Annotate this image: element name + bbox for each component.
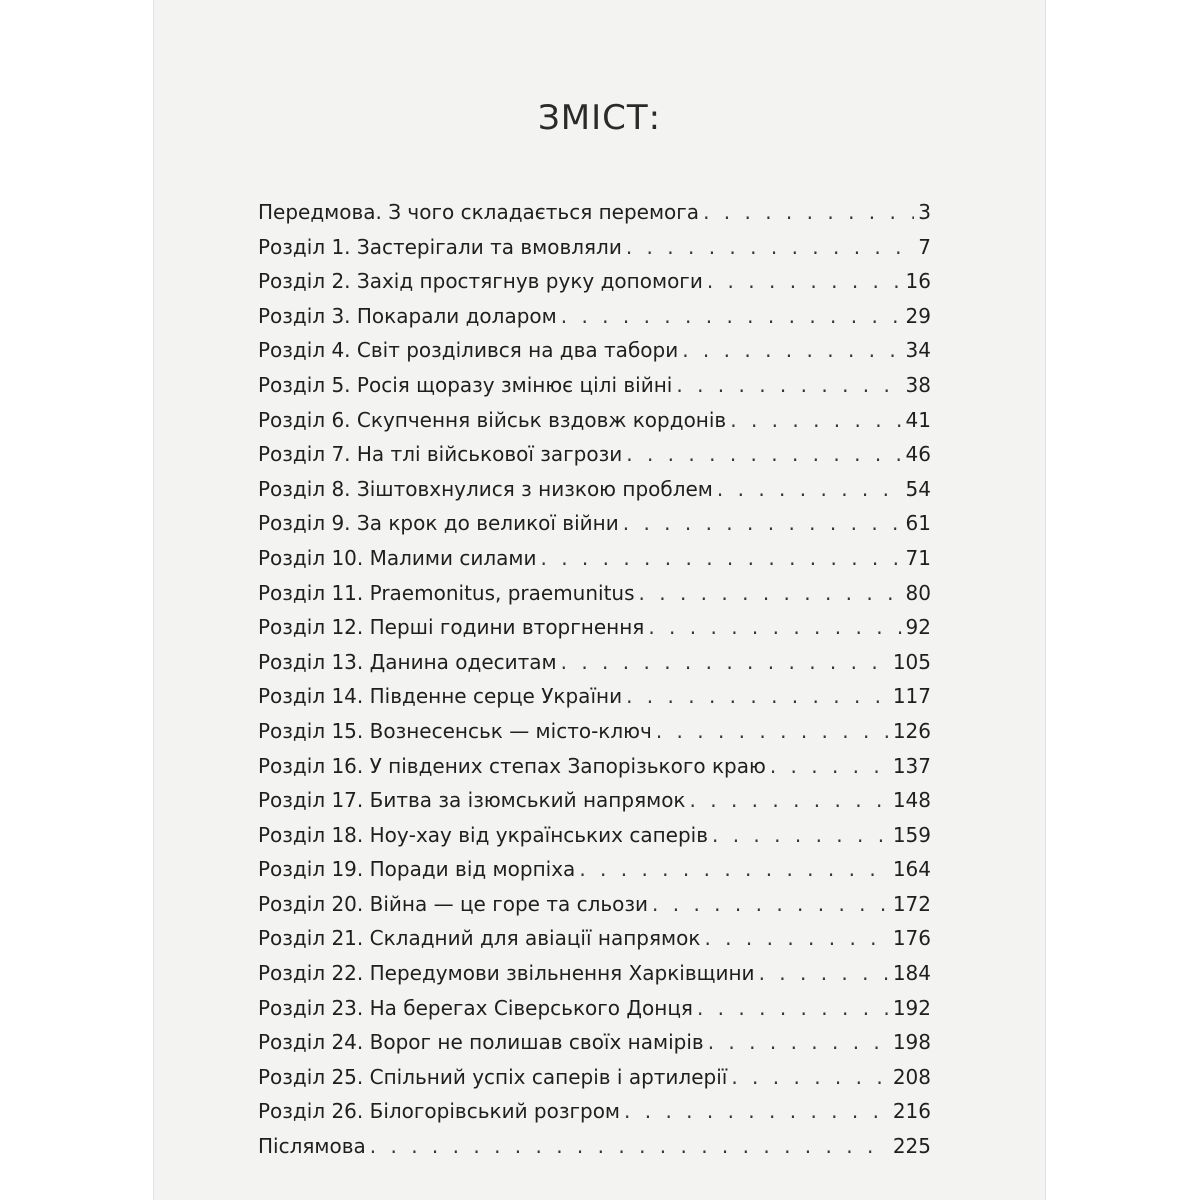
dot-leader: [676, 368, 901, 403]
toc-page-number: 80: [905, 580, 931, 605]
dot-leader: [704, 921, 888, 956]
toc-page-number: 225: [892, 1134, 931, 1159]
toc-entry-title: Розділ 8. Зіштовхнулися з низкою проблем: [258, 476, 713, 501]
dot-leader: [579, 852, 889, 887]
toc-page-number: 216: [892, 1099, 931, 1124]
toc-page-number: 117: [892, 684, 931, 709]
toc-page-number: 184: [892, 961, 931, 986]
toc-page-number: 46: [905, 442, 931, 467]
dot-leader: [656, 714, 889, 749]
toc-entry-title: Післямова: [258, 1134, 366, 1159]
toc-entry-title: Передмова. З чого складається перемога: [258, 200, 700, 224]
page-title: ЗМІСТ:: [537, 98, 662, 138]
toc-entry: [258, 195, 931, 230]
toc-entry: [258, 403, 931, 438]
toc-entry-title: Розділ 5. Росія щоразу змінює цілі війні: [258, 372, 673, 397]
dot-leader: [682, 333, 901, 368]
toc-entry: [258, 610, 931, 645]
toc-entry: [258, 264, 931, 299]
dot-leader: [652, 887, 889, 922]
toc-entry: [258, 818, 931, 853]
toc-entry-title: Розділ 26. Білогорівський розгром: [258, 1099, 621, 1124]
toc-page-number: 29: [905, 303, 931, 328]
dot-leader: [561, 645, 889, 680]
toc-page-number: 3: [918, 200, 931, 224]
toc-entry-title: Розділ 18. Ноу-хау від українських саперів: [258, 822, 708, 847]
toc-entry-title: Розділ 14. Південне серце України: [258, 684, 623, 709]
toc-entry-title: Розділ 17. Битва за ізюмський напрямок: [258, 788, 686, 813]
toc-entry-title: Розділ 20. Війна — це горе та сльози: [258, 891, 649, 916]
toc-entry: [258, 333, 931, 368]
toc-entry: [258, 1025, 931, 1060]
toc-entry-title: Розділ 13. Данина одеситам: [258, 649, 557, 674]
toc-page-number: 137: [892, 753, 931, 778]
dot-leader: [730, 403, 901, 438]
toc-entry-title: Розділ 16. У південих степах Запорізького краю: [258, 753, 766, 778]
toc-entry: [258, 576, 931, 611]
book-page: [153, 0, 1046, 1200]
toc-entry-title: Розділ 19. Поради від морпіха: [258, 857, 576, 882]
toc-entry-title: Розділ 11. Praemonitus, praemunitus: [258, 580, 635, 605]
toc-entry: [258, 714, 931, 749]
toc-page-number: 105: [892, 649, 931, 674]
toc-entry: [258, 541, 931, 576]
table-of-contents: [258, 195, 931, 1164]
toc-entry-title: Розділ 3. Покарали доларом: [258, 303, 557, 328]
dot-leader: [708, 1025, 889, 1060]
toc-page-number: 41: [905, 407, 931, 432]
dot-leader: [703, 195, 914, 230]
toc-page-number: 34: [905, 338, 931, 363]
dot-leader: [626, 437, 901, 472]
toc-entry-title: Розділ 12. Перші години вторгнення: [258, 615, 645, 640]
toc-entry-title: Розділ 15. Вознесенськ — місто-ключ: [258, 718, 652, 743]
toc-entry: [258, 1094, 931, 1129]
dot-leader: [370, 1129, 889, 1164]
dot-leader: [770, 749, 889, 784]
toc-entry-title: Розділ 4. Світ розділився на два табори: [258, 338, 679, 363]
dot-leader: [624, 1094, 889, 1129]
dot-leader: [717, 472, 902, 507]
toc-page-number: 126: [892, 718, 931, 743]
dot-leader: [561, 299, 902, 334]
toc-entry: [258, 472, 931, 507]
dot-leader: [540, 541, 901, 576]
dot-leader: [697, 991, 889, 1026]
dot-leader: [759, 956, 889, 991]
toc-page-number: 198: [892, 1030, 931, 1055]
toc-entry: [258, 1129, 931, 1164]
toc-entry-title: Розділ 1. Застерігали та вмовляли: [258, 234, 622, 259]
dot-leader: [690, 783, 889, 818]
toc-entry: [258, 299, 931, 334]
toc-entry: [258, 956, 931, 991]
toc-entry: [258, 368, 931, 403]
toc-entry-title: Розділ 22. Передумови звільнення Харківщини: [258, 961, 755, 986]
toc-page-number: 172: [892, 891, 931, 916]
toc-page-number: 176: [892, 926, 931, 951]
toc-entry: [258, 1060, 931, 1095]
dot-leader: [707, 264, 902, 299]
toc-entry-title: Розділ 23. На берегах Сіверського Донця: [258, 995, 693, 1020]
toc-entry: [258, 991, 931, 1026]
toc-entry-title: Розділ 9. За крок до великої війни: [258, 511, 619, 536]
toc-entry-title: Розділ 24. Ворог не полишав своїх намірів: [258, 1030, 704, 1055]
toc-page-number: 71: [905, 545, 931, 570]
toc-entry: [258, 679, 931, 714]
toc-entry-title: Розділ 25. Спільний успіх саперів і артилерії: [258, 1064, 728, 1089]
toc-entry-title: Розділ 6. Скупчення військ вздовж кордонів: [258, 407, 727, 432]
toc-entry: [258, 749, 931, 784]
dot-leader: [626, 230, 914, 265]
toc-entry: [258, 852, 931, 887]
dot-leader: [623, 506, 902, 541]
toc-page-number: 92: [905, 615, 931, 640]
dot-leader: [639, 576, 902, 611]
toc-entry-title: Розділ 10. Малими силами: [258, 545, 537, 570]
toc-page-number: 159: [892, 822, 931, 847]
toc-page-number: 192: [892, 995, 931, 1020]
toc-entry: [258, 921, 931, 956]
toc-page-number: 38: [905, 372, 931, 397]
toc-page-number: 148: [892, 788, 931, 813]
toc-page-number: 7: [918, 234, 931, 259]
toc-entry-title: Розділ 7. На тлі військової загрози: [258, 442, 623, 467]
dot-leader: [731, 1060, 888, 1095]
toc-entry: [258, 645, 931, 680]
toc-page-number: 208: [892, 1064, 931, 1089]
toc-page-number: 61: [905, 511, 931, 536]
toc-page-number: 54: [905, 476, 931, 501]
toc-entry: [258, 437, 931, 472]
toc-entry-title: Розділ 21. Складний для авіації напрямок: [258, 926, 701, 951]
toc-page-number: 16: [905, 269, 931, 294]
toc-entry: [258, 506, 931, 541]
toc-entry: [258, 230, 931, 265]
toc-entry: [258, 887, 931, 922]
dot-leader: [648, 610, 901, 645]
dot-leader: [712, 818, 889, 853]
toc-page-number: 164: [892, 857, 931, 882]
toc-entry-title: Розділ 2. Захід простягнув руку допомоги: [258, 269, 703, 294]
dot-leader: [626, 679, 889, 714]
toc-entry: [258, 783, 931, 818]
